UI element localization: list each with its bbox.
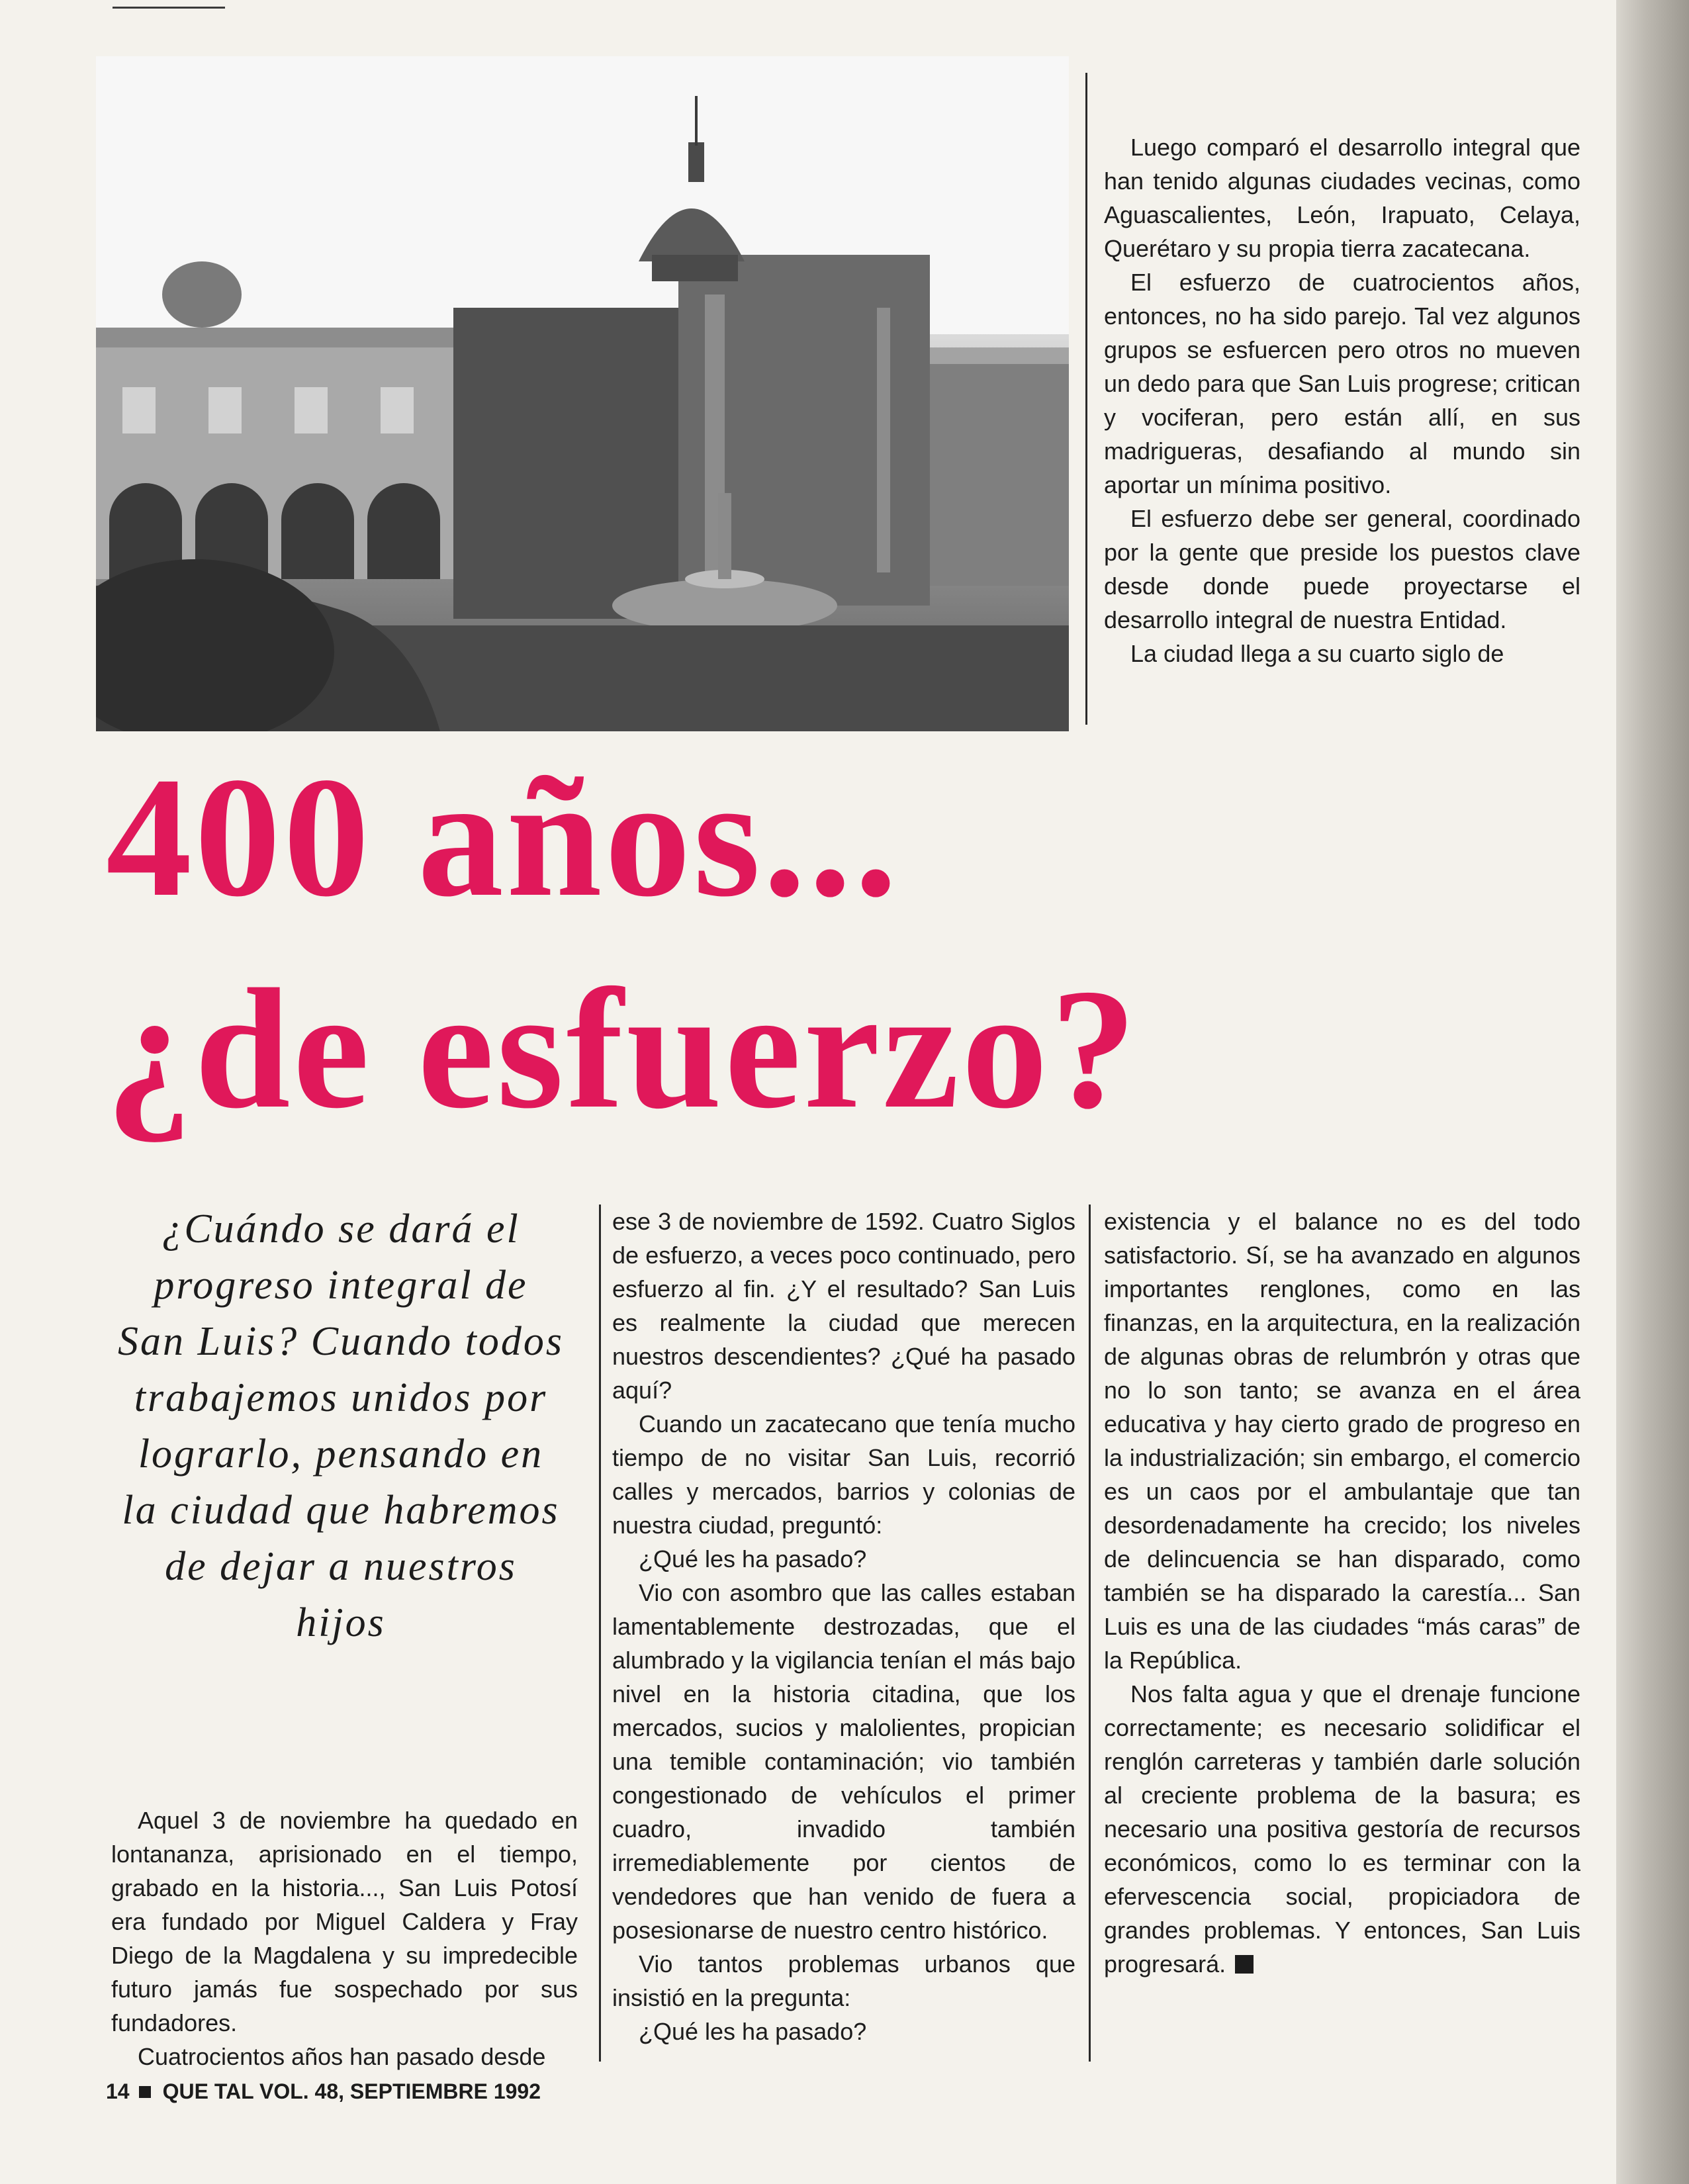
paragraph: El esfuerzo de cuatrocientos años, entonces, no ha sido parejo. Tal vez algunos grupos se esfuercen pero otros no mueven un dedo para que San Luis progrese; critican y vociferan, pero están allí, en sus madrigueras, desafiando al mundo sin aportar un mínima positivo. bbox=[1104, 269, 1580, 498]
paragraph: existencia y el balance no es del todo satisfactorio. Sí, se ha avanzado en algunos importantes renglones, como en las finanzas, en la arquitectura, en la realización de algunas obras de relumbrón y otras que no lo son tanto; se avanza en el área educativa y hay cierto grado de progreso en la industrialización; sin embargo, el comercio es un caos por el ambulantaje que tan desordenadamente ha crecido; los niveles de delincuencia se han disparado, como también se ha disparado la carestía... San Luis es una de las ciudades “más caras” de la República. bbox=[1104, 1208, 1580, 1674]
column-right bbox=[1104, 1205, 1580, 1981]
column-middle bbox=[612, 1205, 1075, 2048]
paragraph bbox=[1104, 1677, 1580, 1981]
column-rule-1 bbox=[599, 1205, 601, 2062]
headline-line-1: 400 años... bbox=[106, 742, 900, 933]
paragraph-text: Nos falta agua y que el drenaje funcione correctamente; es necesario solidificar el renglón carreteras y también darle solución al creciente problema de la basura; es necesario una positiva gestoría de recursos económicos, como lo es terminar con la efervescencia social, propiciadora de grandes problemas. Y entonces, San Luis progresará. bbox=[1104, 1680, 1580, 1978]
paragraph: ese 3 de noviembre de 1592. Cuatro Siglos de esfuerzo, a veces poco continuado, pero esfuerzo al fin. ¿Y el resultado? San Luis es realmente la ciudad que merecen nuestros descendientes? ¿Qué ha pasado aquí? bbox=[612, 1208, 1075, 1404]
column-left bbox=[111, 1803, 578, 2073]
church-courtyard-photo bbox=[96, 56, 1069, 731]
paragraph: Aquel 3 de noviembre ha quedado en lontananza, aprisionado en el tiempo, grabado en la historia..., San Luis Potosí era fundado por Miguel Caldera y Fray Diego de la Magdalena y su impredecible futuro jamás fue sospechado por sus fundadores. bbox=[111, 1807, 578, 2036]
paragraph: Vio tantos problemas urbanos que insistió en la pregunta: bbox=[612, 1950, 1075, 2011]
top-rule bbox=[113, 7, 225, 9]
paragraph: Luego comparó el desarrollo integral que han tenido algunas ciudades vecinas, como Aguascalientes, León, Irapuato, Celaya, Querétaro y su propia tierra zacatecana. bbox=[1104, 134, 1580, 262]
paragraph: Cuando un zacatecano que tenía mucho tiempo de no visitar San Luis, recorrió calles y mercados, barrios y colonias de nuestra ciudad, preguntó: bbox=[612, 1410, 1075, 1539]
paragraph: Vio con asombro que las calles estaban lamentablemente destrozadas, que el alumbrado y la vigilancia tenían el más bajo nivel en la historia citadina, que los mercados, sucios y malolientes, propician una temible contaminación; vio también congestionado de vehículos el primer cuadro, invadido también irremediablemente por cientos de vendedores que han venido de fuera a posesionarse de nuestro centro histórico. bbox=[612, 1579, 1075, 1944]
paragraph: ¿Qué les ha pasado? bbox=[639, 1545, 867, 1572]
end-mark-icon bbox=[1235, 1955, 1254, 1974]
paragraph: ¿Qué les ha pasado? bbox=[639, 2018, 867, 2045]
page-edge bbox=[1616, 0, 1689, 2184]
deck-subheading: ¿Cuándo se dará el progreso integral de San Luis? Cuando todos trabajemos unidos por lograrlo, pensando en la ciudad que habremos de dejar a nuestros hijos bbox=[117, 1206, 565, 1645]
paragraph: El esfuerzo debe ser general, coordinado por la gente que preside los puestos clave desde donde puede proyectarse el desarrollo integral de nuestra Entidad. bbox=[1104, 505, 1580, 633]
column-top-right bbox=[1104, 130, 1580, 670]
column-rule-top bbox=[1085, 73, 1087, 725]
photo-illustration bbox=[96, 56, 1069, 731]
issue-info: QUE TAL VOL. 48, SEPTIEMBRE 1992 bbox=[162, 2079, 541, 2103]
paragraph: Cuatrocientos años han pasado desde bbox=[138, 2043, 546, 2070]
paragraph: La ciudad llega a su cuarto siglo de bbox=[1130, 640, 1504, 667]
headline-line-2: ¿de esfuerzo? bbox=[106, 954, 1139, 1144]
column-rule-2 bbox=[1089, 1205, 1091, 2062]
page-footer bbox=[106, 2079, 541, 2104]
page-number: 14 bbox=[106, 2079, 130, 2103]
square-bullet-icon bbox=[139, 2086, 151, 2098]
